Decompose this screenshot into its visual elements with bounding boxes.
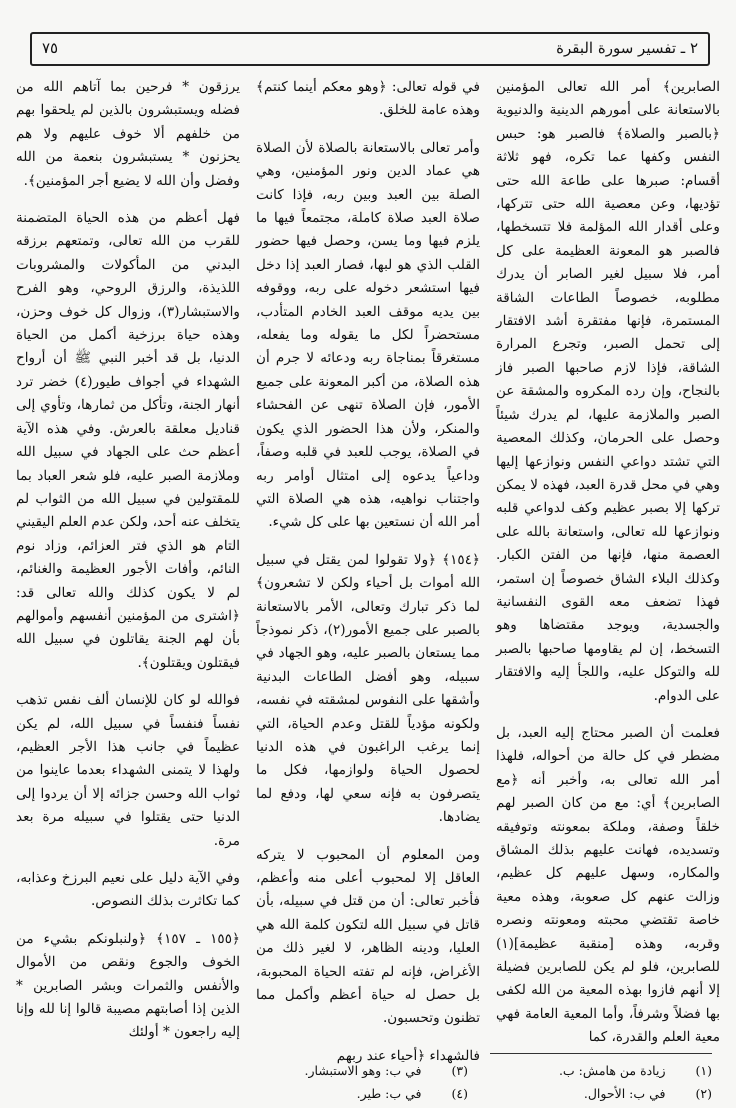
footnote-number: (٤) — [451, 1086, 468, 1101]
footnote-2 — [584, 1086, 712, 1102]
paragraph: في قوله تعالى: ﴿وهو معكم أينما كنتم﴾ وهذه عامة للخلق. — [256, 79, 480, 119]
footnote-text: زيادة من هامش: ب. — [558, 1063, 666, 1078]
paragraph: الصابرين﴾ أمر الله تعالى المؤمنين بالاستعانة على أمورهم الدينية والدنيوية ﴿بالصبر والصلاة﴾ فالصبر هو: حبس النفس وكفها عما تكره، فهو ثلاثة أقسام: صبرها على طاعة الله حتى تؤديها، وعن معصية الله حتى تتركها، وعلى أقدار الله المؤلمة فلا تتسخطها، فالصبر هو المعونة العظيمة على كل أمر، فلا سبيل لغير الصابر أن يدرك مطلوبه، خصوصاً الطاعات الشاقة المستمرة، فإنها مفتقرة أشد الافتقار إلى تحمل الصبر، وتجرع المرارة الشاقة، فإذا لازم صاحبها الصبر فاز بالنجاح، وإن رده المكروه والمشقة عن الصبر والملازمة عليها، لم يدرك شيئاً وحصل على الحرمان، وكذلك المعصية التي تشتد دواعي النفس ونوازعها إليها وهي في محل قدرة العبد، فهذه لا يمكن تركها إلا بصبر عظيم وكف لدواعي قلبه ونوازعها لله تعالى، واستعانة بالله على العصمة منها، فإنها من الفتن الكبار. وكذلك البلاء الشاق خصوصاً إن استمر، فهذا تضعف معه القوى النفسانية والجسدية، ويوجد مقتضاها وهو التسخط، إن لم يقاومها صاحبها بالصبر لله والتوكل عليه، واللجأ إليه والافتقار على الدوام. — [496, 79, 720, 704]
footnote-4 — [357, 1086, 468, 1102]
footnote-number: (٢) — [695, 1086, 712, 1101]
footnote-3 — [305, 1063, 468, 1079]
footnote-text: في ب: طير. — [356, 1086, 422, 1101]
footnote-number: (١) — [695, 1063, 712, 1078]
footnote-text: في ب: وهو الاستبشار. — [304, 1063, 422, 1078]
paragraph: ﴿١٥٤﴾ ﴿ولا تقولوا لمن يقتل في سبيل الله أموات بل أحياء ولكن لا تشعرون﴾ لما ذكر تبارك وتعالى، الأمر بالاستعانة بالصبر على جميع الأمور(٢)، ذكر نموذجاً مما يستعان بالصبر عليه، وهو الجهاد في سبيله، وهو أفضل الطاعات البدنية وأشقها على النفوس لمشقته في نفسه، ولكونه مؤدياً للقتل وعدم الحياة، التي إنما يرغب الراغبون في هذه الدنيا لحصول الحياة ولوازمها، فكل ما يتصرفون به فإنه سعي لها، ودفع لما يضادها. — [256, 551, 480, 826]
paragraph: وأمر تعالى بالاستعانة بالصلاة لأن الصلاة هي عماد الدين ونور المؤمنين، وهي الصلة بين العبد وبين ربه، فإذا كانت صلاة العبد صلاة كاملة، مجتمعاً فيها ما يلزم فيها وما يسن، وحصل فيها حضور القلب الذي هو لبها، فصار العبد إذا دخل فيها استشعر دخوله على ربه، ووقوفه بين يديه موقف العبد الخادم المتأدب، مستحضراً لكل ما يقوله وما يفعله، مستغرقاً بمناجاة ربه ودعائه لا جرم أن هذه الصلاة، من أكبر المعونة على جميع الأمور، فإن الصلاة تنهى عن الفحشاء والمنكر، ولأن هذا الحضور الذي يكون في الصلاة، يوجب للعبد في قلبه وصفاً، وداعياً يدعوه إلى امتثال أوامر ربه واجتناب نواهيه، هذه هي الصلاة التي أمر الله أن نستعين بها على كل شيء. — [256, 139, 480, 531]
page-number: ٧٥ — [42, 39, 59, 57]
paragraph: ﴿١٥٥ ـ ١٥٧﴾ ﴿ولنبلونكم بشيء من الخوف والجوع ونقص من الأموال والأنفس والثمرات وبشر الصابرين * الذين إذا أصابتهم مصيبة قالوا إنا لله وإنا إليه راجعون * أولئك — [16, 930, 240, 1041]
footnote-divider — [490, 1053, 712, 1054]
paragraph: يرزقون * فرحين بما آتاهم الله من فضله ويستبشرون بالذين لم يلحقوا بهم من خلفهم ألا خوف عليهم ولا هم يحزنون * يستبشرون بنعمة من الله وفضل وأن الله لا يضيع أجر المؤمنين﴾. — [16, 79, 240, 189]
text-column-left — [16, 76, 240, 1041]
paragraph: فهل أعظم من هذه الحياة المتضمنة للقرب من الله تعالى، وتمتعهم برزقه البدني من المأكولات والمشروبات اللذيذة، والرزق الروحي، وهو الفرح والاستبشار(٣)، وزوال كل خوف وحزن، وهذه حياة برزخية أكمل من الحياة الدنيا، بل قد أخبر النبي ﷺ أن أرواح الشهداء في أجواف طيور(٤) خضر ترد أنهار الجنة، وتأكل من ثمارها، وتأوي إلى قناديل معلقة بالعرش. وفي هذه الآية أعظم حث على الجهاد في سبيل الله وملازمة الصبر عليه، فلو شعر العباد بما للمقتولين في سبيل الله من الثواب لم يتخلف عنه أحد، ولكن عدم العلم اليقيني التام هو الذي فتر العزائم، وزاد نوم النائم، وأفات الأجور العظيمة والغنائم، لم لا يكون كذلك والله تعالى قد: ﴿اشترى من المؤمنين أنفسهم وأموالهم بأن لهم الجنة يقاتلون في سبيل الله فيقتلون ويقتلون﴾. — [16, 210, 240, 671]
text-column-middle — [256, 76, 480, 1064]
paragraph: وفي الآية دليل على نعيم البرزخ وعذابه، كما تكاثرت بذلك النصوص. — [16, 870, 240, 910]
paragraph: فوالله لو كان للإنسان ألف نفس تذهب نفساً فنفساً في سبيل الله، لم يكن عظيماً في جانب هذا الأجر العظيم، ولهذا لا يتمنى الشهداء بعدما عاينوا من ثواب الله وحسن جزائه إلا أن يردوا إلى الدنيا حتى يقتلوا في سبيله مرة بعد مرة. — [16, 692, 240, 849]
footnote-number: (٣) — [451, 1063, 468, 1078]
footnote-text: في ب: الأحوال. — [583, 1086, 666, 1101]
footnote-1 — [559, 1063, 712, 1079]
running-header — [30, 32, 710, 66]
paragraph: فالشهداء ﴿أحياء عند ربهم — [336, 1047, 480, 1064]
paragraph: ومن المعلوم أن المحبوب لا يتركه العاقل إلا لمحبوب أعلى منه وأعظم، فأخبر تعالى: أن من قتل في سبيله، بأن قاتل في سبيل الله لتكون كلمة الله هي العليا، ودينه الظاهر، لا لغير ذلك من الأغراض، فإنه لم تفته الحياة المحبوبة، بل حصل له حياة أعظم وأكمل مما تظنون وتحسبون. — [256, 846, 480, 1027]
text-column-right — [496, 76, 720, 1046]
running-title: ٢ ـ تفسير سورة البقرة — [556, 39, 698, 57]
paragraph: فعلمت أن الصبر محتاج إليه العبد، بل مضطر في كل حالة من أحواله، فلهذا أمر الله تعالى به، وأخبر أنه ﴿مع الصابرين﴾ أي: مع من كان الصبر لهم خلقاً وصفة، وملكة بمعونته وتوفيقه وتسديده، فهانت عليهم بذلك المشاق والمكاره، وسهل عليهم كل عظيم، وزالت عنهم كل صعوبة، وهذه معية خاصة تقتضي محبته ومعونته ونصره وقربه، وهذه [منقبة عظيمة](١) للصابرين، فلو لم يكن للصابرين فضيلة إلا أنهم فازوا بهذه المعية من الله لكفى بها فضلاً وشرفاً، وأما المعية العامة فهي معية العلم والقدرة، كما — [496, 724, 720, 1046]
